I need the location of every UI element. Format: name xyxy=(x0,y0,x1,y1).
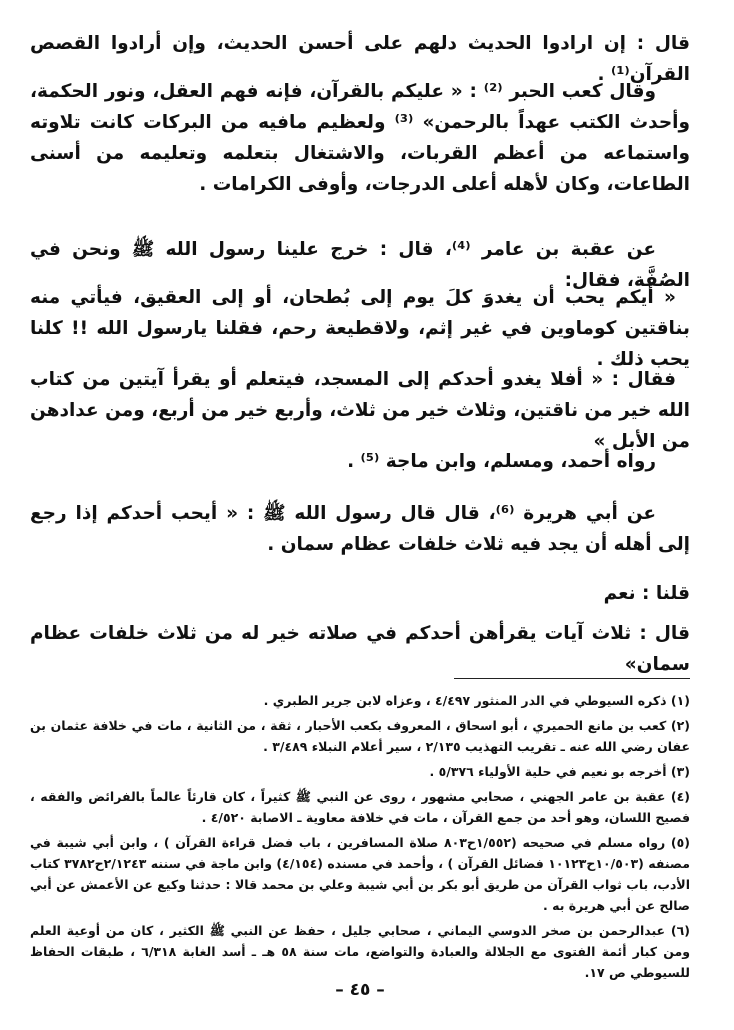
body-paragraph-6: رواه أحمد، ومسلم، وابن ماجة ⁽⁵⁾ . xyxy=(347,451,656,472)
body-paragraph-5: فقال : « أفلا يغدو أحدكم إلى المسجد، فيتعلم أو يقرأ آيتين من كتاب الله خير من ناقتين، وثلاث خير من ثلاث، وأربع خير من أربع، ومن عدادهن من الأبل » xyxy=(30,369,690,452)
body-paragraph-7: عن أبي هريرة ⁽⁶⁾، قال قال رسول الله ﷺ : « أيحب أحدكم إذا رجع إلى أهله أن يجد فيه ثلاث خلفات عظام سمان . xyxy=(30,503,690,555)
document-page xyxy=(30,18,690,1018)
footnote-3: (٣) أخرجه بو نعيم في حلية الأولياء ٥/٣٧٦ . xyxy=(429,764,690,779)
footnote-1: (١) ذكره السيوطي في الدر المنثور ٤/٤٩٧ ، وعزاه لابن جرير الطبري . xyxy=(263,693,690,708)
footnote-divider xyxy=(454,678,690,679)
body-paragraph-4: « أيكم يحب أن يغدوَ كلَ يوم إلى بُطحان، أو إلى العقيق، فيأتي منه بناقتين كوماوين في غير إثم، ولاقطيعة رحم، فقلنا يارسول الله !! كلنا يحب ذلك . xyxy=(30,287,690,370)
body-paragraph-3: عن عقبة بن عامر ⁽⁴⁾، قال : خرج علينا رسول الله ﷺ ونحن في الصُفَّة، فقال: xyxy=(30,239,690,291)
body-paragraph-9: قال : ثلاث آيات يقرأهن أحدكم في صلاته خير له من ثلاث خلفات عظام سمان» xyxy=(30,623,690,675)
footnotes xyxy=(30,690,690,987)
body-paragraph-8: قلنا : نعم xyxy=(603,583,690,604)
footnote-2: (٢) كعب بن مانع الحميري ، أبو اسحاق ، المعروف بكعب الأحبار ، ثقة ، من الثانية ، مات في خلافة عثمان بن عفان رضي الله عنه ـ تقريب التهذيب ٢/١٣٥ ، سير أعلام النبلاء ٣/٤٨٩ . xyxy=(30,718,690,754)
footnote-6: (٦) عبدالرحمن بن صخر الدوسي اليماني ، صحابي جليل ، حفظ عن النبي ﷺ الكثير ، كان من أوعية العلم ومن كبار أئمة الفتوى مع الجلالة والعبادة والتواضع، مات سنة ٥٨ هـ ـ أسد الغابة ٦/٣١٨ ، طبقات الحفاظ للسيوطي ص ١٧. xyxy=(30,923,690,980)
footnote-4: (٤) عقبة بن عامر الجهني ، صحابي مشهور ، روى عن النبي ﷺ كثيراً ، كان قارئاً عالماً بالفرائض والفقه ، فصيح اللسان، وهو أحد من جمع القرآن ، مات في خلافة معاوية ـ الاصابة ٤/٥٢٠ . xyxy=(30,789,690,825)
page-number: – ٤٥ – xyxy=(335,980,385,1000)
footnote-5: (٥) رواه مسلم في صحيحه (١/٥٥٢ح٨٠٣ صلاة المسافرين ، باب فضل قراءة القرآن ) ، وابن أبي شيبة في مصنفه (١٠/٥٠٣ح١٠١٢٣ فضائل القرآن ) ، وأحمد في مسنده (٤/١٥٤) وابن ماجة في سننه ٢/١٢٤٣ح٣٧٨٢ كتاب الأدب، باب ثواب القرآن من طريق أبو بكر بن أبي شيبة وعلي بن محمد قالا : حدثنا وكيع عن الأعمش عن أبي صالح عن أبي هريرة به . xyxy=(30,835,690,913)
body-paragraph-1: قال : إن ارادوا الحديث دلهم على أحسن الحديث، وإن أرادوا القصص القرآن⁽¹⁾ . xyxy=(30,33,690,85)
body-paragraph-2: وقال كعب الحبر ⁽²⁾ : « عليكم بالقرآن، فإنه فهم العقل، ونور الحكمة، وأحدث الكتب عهداً بالرحمن» ⁽³⁾ ولعظيم مافيه من البركات كانت تلاوته واستماعه من أعظم القربات، والاشتغال بتعلمه وتعليمه من أسنى الطاعات، وكان لأهله أعلى الدرجات، وأوفى الكرامات . xyxy=(30,81,690,195)
